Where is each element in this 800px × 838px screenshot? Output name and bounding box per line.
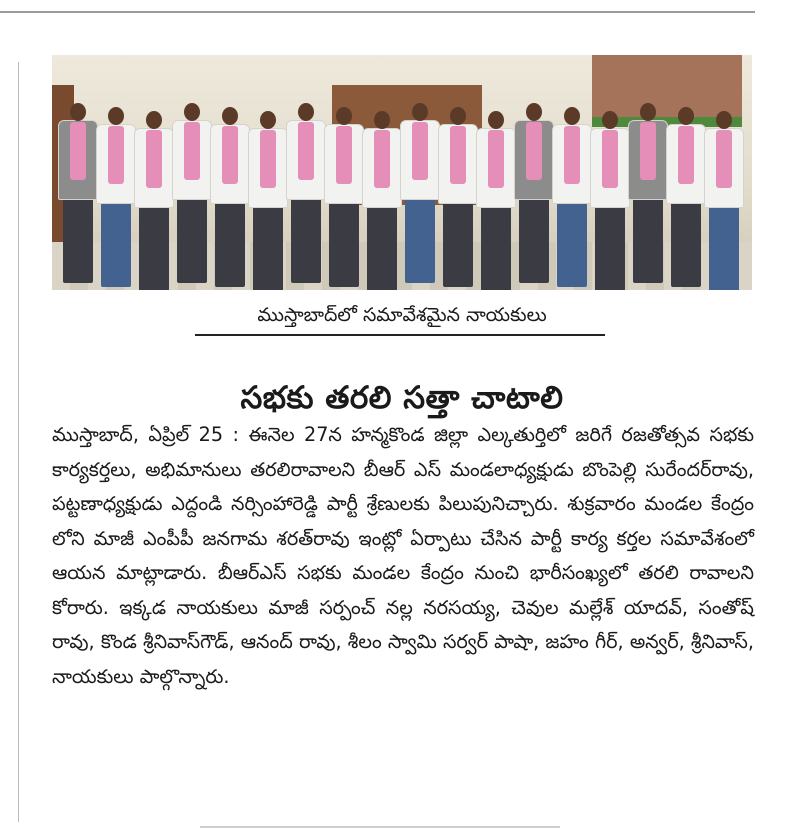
- top-rule: [0, 11, 755, 13]
- photo-person: [210, 107, 250, 290]
- photo-person: [58, 103, 98, 288]
- photo-person: [438, 107, 478, 290]
- photo-person: [324, 107, 364, 290]
- photo-person: [552, 107, 592, 290]
- column-rule: [18, 62, 19, 822]
- photo-person: [704, 111, 744, 290]
- photo-person: [286, 103, 326, 288]
- photo-person: [590, 111, 630, 290]
- photo-person: [476, 111, 516, 290]
- photo-person: [172, 103, 212, 288]
- photo-person: [134, 111, 174, 290]
- bottom-rule: [200, 826, 560, 828]
- caption-underline: [195, 334, 605, 336]
- photo-caption: ముస్తాబాద్‌లో సమావేశమైన నాయకులు: [257, 304, 547, 326]
- photo-person: [666, 107, 706, 290]
- news-photo: [52, 55, 752, 290]
- photo-person: [400, 103, 440, 288]
- headline: సభకు తరలి సత్తా చాటాలి: [240, 379, 564, 416]
- article-body: ముస్తాబాద్, ఏప్రిల్ 25 : ఈనెల 27న హన్మకొండ జిల్లా ఎల్కతుర్తిలో జరిగే రజతోత్సవ సభకు కార్యకర్తలు, అభిమానులు తరలిరావాలని బీఆర్ ఎస్ మండలాధ్యక్షుడు బొంపెల్లి సురేందర్‌రావు, పట్టణాధ్యక్షుడు ఎద్దండి నర్సింహారెడ్డి పార్టీ శ్రేణులకు పిలుపునిచ్చారు. శుక్రవారం మండల కేంద్రం లోని మాజీ ఎంపీపీ జనగామ శరత్‌రావు ఇంట్లో ఏర్పాటు చేసిన పార్టీ కార్య కర్తల సమావేశంలో ఆయన మాట్లాడారు. బీఆర్ఎస్ సభకు మండల కేంద్రం నుంచి భారీసంఖ్యలో తరలి రావాలని కోరారు. ఇక్కడ నాయకులు మాజీ సర్పంచ్ నల్ల నరసయ్య, చెవుల మల్లేశ్ యాదవ్, సంతోష్ రావు, కొండ శ్రీనివాస్‌గౌడ్, ఆనంద్ రావు, శీలం స్వామి సర్వర్ పాషా, జహం గీర్, అన్వర్, శ్రీనివాస్, నాయకులు పాల్గొన్నారు.: [52, 423, 754, 688]
- photo-person: [248, 111, 288, 290]
- photo-person: [514, 103, 554, 288]
- photo-person: [362, 111, 402, 290]
- photo-person: [96, 107, 136, 290]
- photo-person: [628, 103, 668, 288]
